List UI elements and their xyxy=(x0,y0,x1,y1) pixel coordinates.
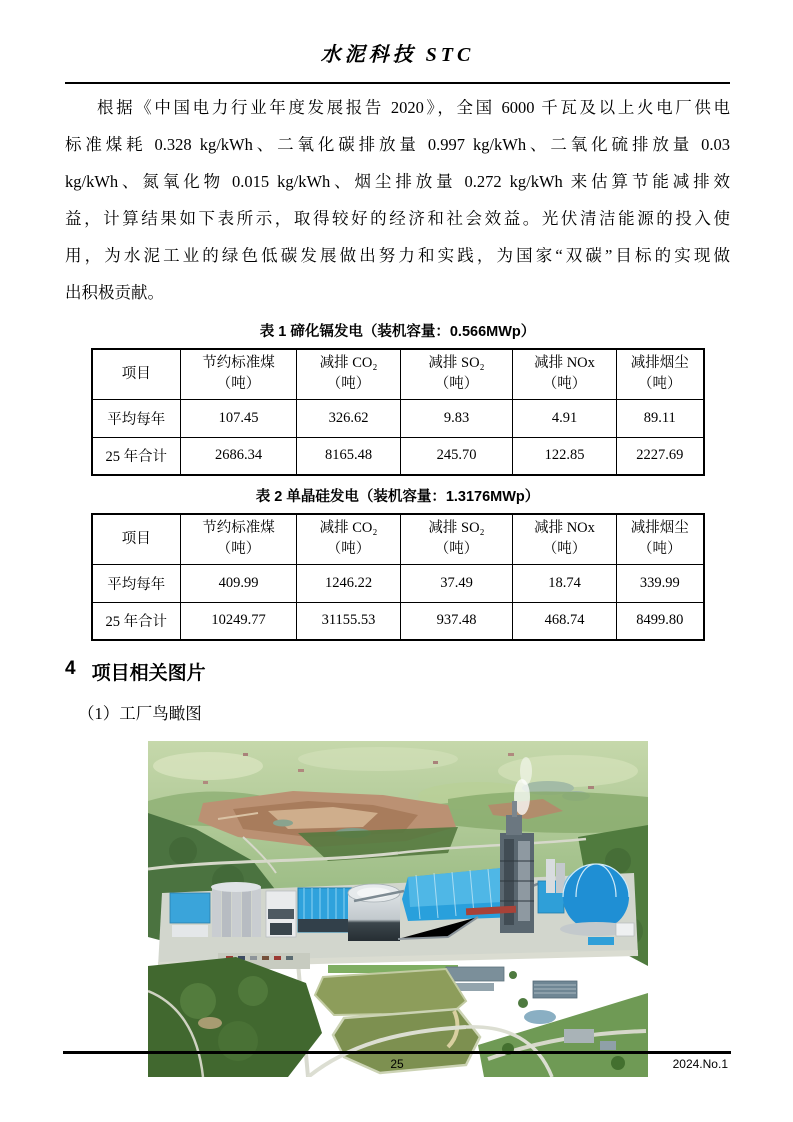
table-2 xyxy=(91,513,705,641)
table-header-cell: 项目 xyxy=(92,349,181,399)
paragraph-line: 出积极贡献。 xyxy=(65,283,164,302)
table-1-header-row xyxy=(92,349,704,399)
table-cell: 2686.34 xyxy=(181,437,297,475)
table-header-cell: 减排 NOx （吨） xyxy=(513,349,617,399)
table-header-cell: 减排 SO₂ （吨） xyxy=(401,349,513,399)
table-header-cell: 减排 SO₂ （吨） xyxy=(401,514,513,564)
table-cell: 18.74 xyxy=(513,564,617,602)
table-cell: 25 年合计 xyxy=(92,437,181,475)
table-cell: 107.45 xyxy=(181,399,297,437)
page-number: 25 xyxy=(390,1057,404,1071)
table-cell: 468.74 xyxy=(513,602,617,640)
table-cell: 339.99 xyxy=(617,564,704,602)
table-header-cell: 减排 NOx （吨） xyxy=(513,514,617,564)
table-row xyxy=(92,602,704,640)
paragraph-line: 益，计算结果如下表所示，取得较好的经济和社会效益。光伏清洁能源的投入使 xyxy=(65,209,730,228)
paragraph-line: 根据《中国电力行业年度发展报告 2020》，全国 6000 千瓦及以上火电厂供电 xyxy=(97,98,730,117)
table-cell: 10249.77 xyxy=(181,602,297,640)
table-header-cell: 节约标准煤 （吨） xyxy=(181,514,297,564)
figure-label: （1）工厂鸟瞰图 xyxy=(78,704,202,723)
table-row xyxy=(92,399,704,437)
table-cell: 409.99 xyxy=(181,564,297,602)
table-cell: 1246.22 xyxy=(297,564,401,602)
page-footer xyxy=(63,1051,731,1073)
table-cell: 89.11 xyxy=(617,399,704,437)
table-header-cell: 减排 CO₂ （吨） xyxy=(297,514,401,564)
table-header-cell: 减排烟尘 （吨） xyxy=(617,514,704,564)
section-heading xyxy=(65,658,730,685)
section-title: 项目相关图片 xyxy=(91,663,206,684)
table-cell: 平均每年 xyxy=(92,399,181,437)
table-1-caption: 表 1 碲化镉发电（装机容量：0.566MWp） xyxy=(259,324,536,340)
table-header-cell: 节约标准煤 （吨） xyxy=(181,349,297,399)
table-row xyxy=(92,437,704,475)
journal-title: 水泥科技 STC xyxy=(320,44,475,66)
table-row xyxy=(92,564,704,602)
section-number: 4 xyxy=(65,658,76,679)
table-cell: 31155.53 xyxy=(297,602,401,640)
table-cell: 4.91 xyxy=(513,399,617,437)
factory-aerial-photo xyxy=(148,741,648,1077)
table-header-cell: 项目 xyxy=(92,514,181,564)
table-cell: 8499.80 xyxy=(617,602,704,640)
issue-number: 2024.No.1 xyxy=(672,1057,728,1071)
table-2-caption: 表 2 单晶硅发电（装机容量：1.3176MWp） xyxy=(255,489,540,505)
table-cell: 25 年合计 xyxy=(92,602,181,640)
table-2-header-row xyxy=(92,514,704,564)
paragraph-line: 标准煤耗 0.328 kg/kWh、二氧化碳排放量 0.997 kg/kWh、二氧化硫排放量 0.03 xyxy=(65,135,730,154)
paragraph-line: kg/kWh、氮氧化物 0.015 kg/kWh、烟尘排放量 0.272 kg/kWh 来估算节能减排效 xyxy=(65,172,730,191)
table-cell: 937.48 xyxy=(401,602,513,640)
table-cell: 326.62 xyxy=(297,399,401,437)
table-cell: 平均每年 xyxy=(92,564,181,602)
table-cell: 37.49 xyxy=(401,564,513,602)
table-header-cell: 减排烟尘 （吨） xyxy=(617,349,704,399)
table-cell: 245.70 xyxy=(401,437,513,475)
table-cell: 2227.69 xyxy=(617,437,704,475)
paragraph-line: 用，为水泥工业的绿色低碳发展做出努力和实践，为国家“双碳”目标的实现做 xyxy=(65,246,730,265)
body-paragraph xyxy=(65,89,730,311)
header-rule xyxy=(65,82,730,84)
table-cell: 8165.48 xyxy=(297,437,401,475)
table-header-cell: 减排 CO₂ （吨） xyxy=(297,349,401,399)
table-cell: 9.83 xyxy=(401,399,513,437)
table-1 xyxy=(91,348,705,476)
table-cell: 122.85 xyxy=(513,437,617,475)
figure-container xyxy=(148,741,648,1077)
footer-rule xyxy=(63,1051,731,1054)
